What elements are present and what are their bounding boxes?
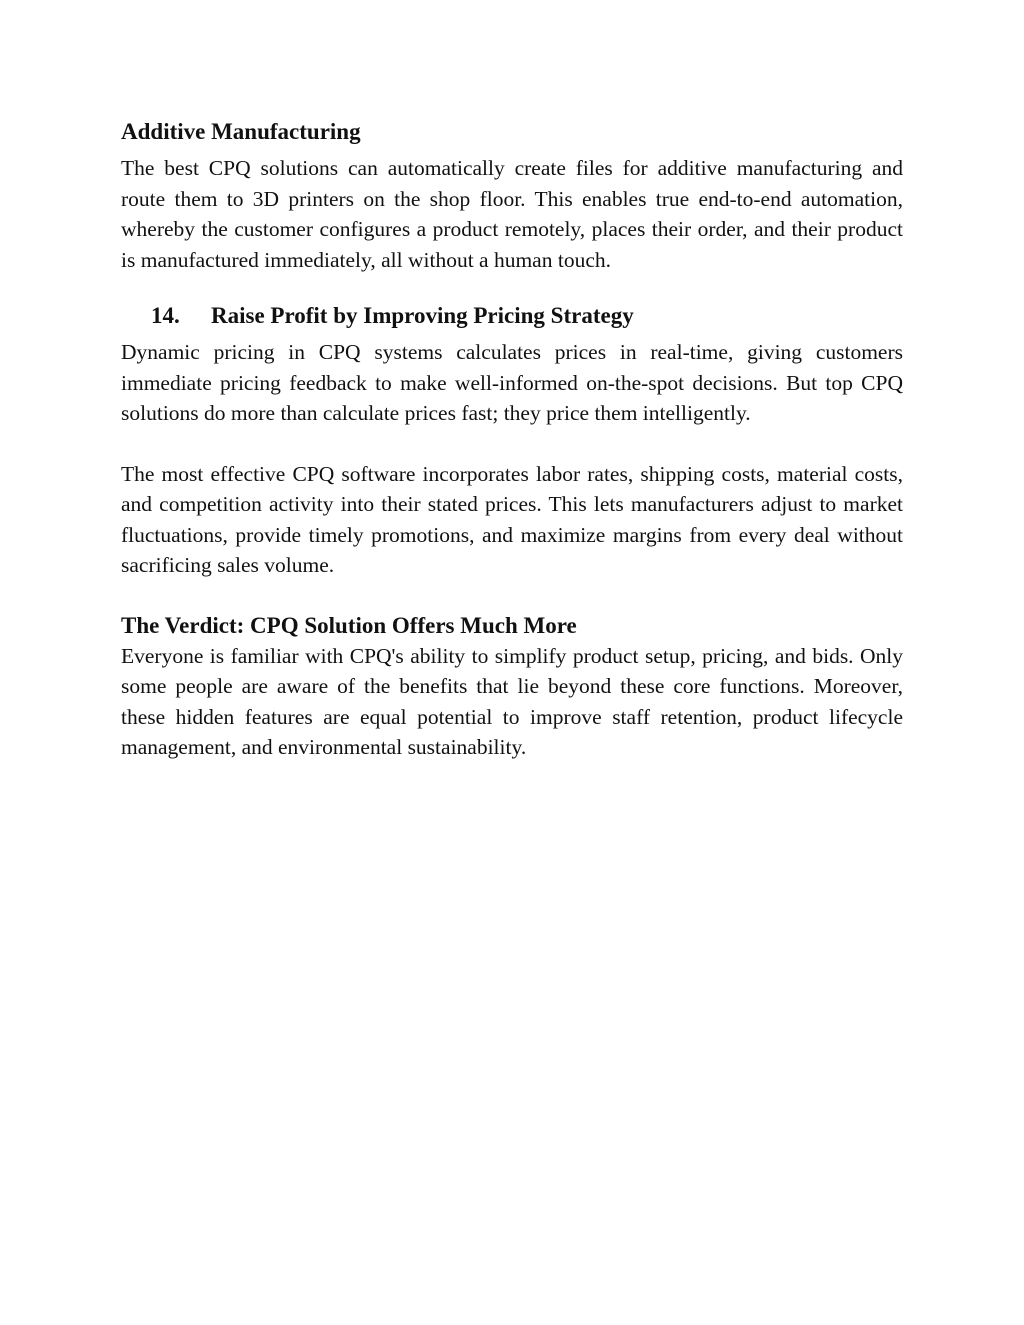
section-number: 14. [151, 303, 180, 328]
effective-cpq-paragraph: The most effective CPQ software incorporates labor rates, shipping costs, material costs, and competition activity into their stated prices. This lets manufacturers adjust to market fluctuations, provide timely promotions, and maximize margins from every deal without sacrificing sales volume. [121, 461, 903, 577]
additive-manufacturing-heading: Additive Manufacturing [121, 119, 361, 144]
section-title: Raise Profit by Improving Pricing Strategy [211, 303, 634, 328]
paragraph-spacer [121, 429, 903, 459]
dynamic-pricing-paragraph: Dynamic pricing in CPQ systems calculates prices in real-time, giving customers immediate pricing feedback to make well-informed on-the-spot decisions. But top CPQ solutions do more than calculate prices fast; they price them intelligently. [121, 340, 903, 425]
document-page [121, 117, 903, 763]
verdict-paragraph: Everyone is familiar with CPQ's ability to simplify product setup, pricing, and bids. Only some people are aware of the benefits that lie beyond these core functions. Moreover, these hidden features are equal potential to improve staff retention, product lifecycle management, and environmental sustainability. [121, 643, 903, 759]
additive-manufacturing-paragraph: The best CPQ solutions can automatically create files for additive manufacturing and route them to 3D printers on the shop floor. This enables true end-to-end automation, whereby the customer configures a product remotely, places their order, and their product is manufactured immediately, all without a human touch. [121, 156, 903, 272]
verdict-heading: The Verdict: CPQ Solution Offers Much More [121, 612, 577, 638]
pricing-strategy-heading [151, 301, 903, 331]
